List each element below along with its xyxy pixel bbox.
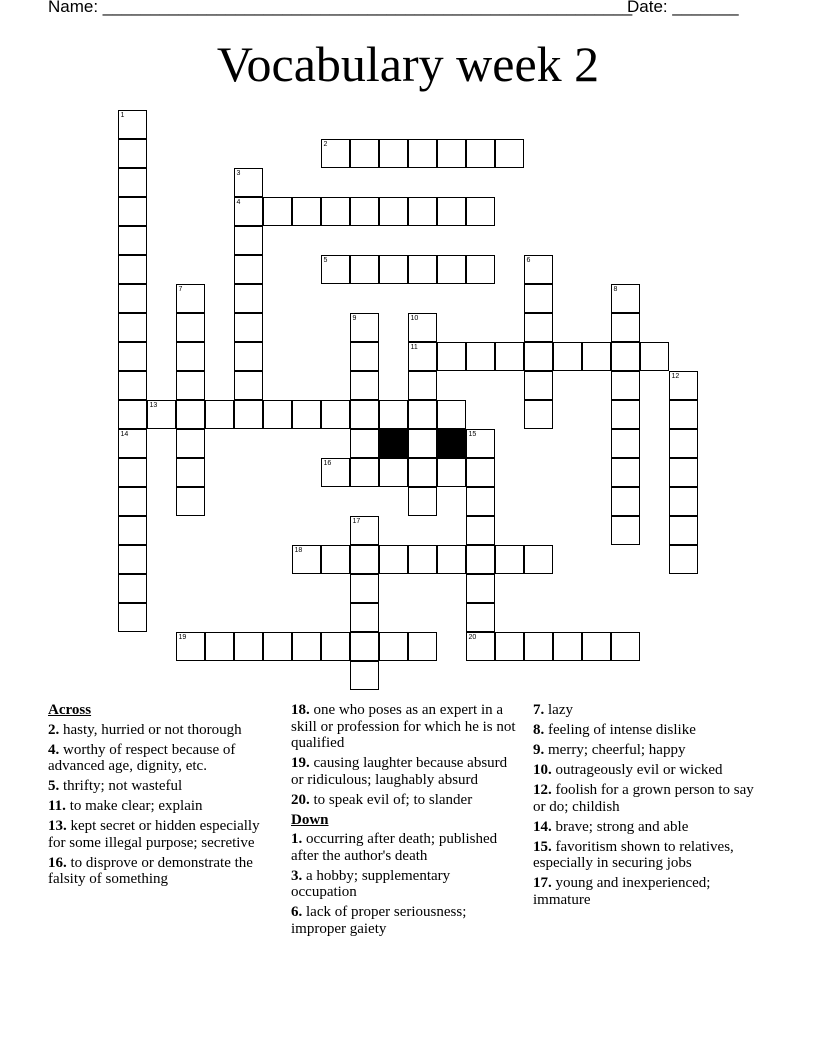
grid-cell[interactable] (176, 313, 205, 342)
clue-down-1: 1. occurring after death; published after the author's death (291, 831, 498, 864)
grid-cell[interactable] (379, 632, 408, 661)
grid-cell[interactable] (176, 429, 205, 458)
grid-cell[interactable] (350, 632, 379, 661)
clue-number: 20 (468, 633, 477, 641)
grid-cell[interactable] (350, 545, 379, 574)
grid-cell[interactable] (408, 313, 437, 342)
grid-cell[interactable] (408, 545, 437, 574)
grid-cell[interactable] (176, 632, 205, 661)
grid-cell[interactable] (669, 458, 698, 487)
grid-cell[interactable] (350, 574, 379, 603)
grid-cell[interactable] (669, 400, 698, 429)
grid-cell[interactable] (669, 545, 698, 574)
grid-cell[interactable] (611, 429, 640, 458)
grid-cell[interactable] (118, 516, 147, 545)
date-field[interactable]: Date: _______ (627, 0, 739, 16)
grid-cell[interactable] (466, 429, 495, 458)
grid-cell[interactable] (292, 400, 321, 429)
grid-cell[interactable] (408, 342, 437, 371)
grid-cell[interactable] (118, 603, 147, 632)
clue-number: 13 (149, 401, 158, 409)
clue-number: 9 (352, 314, 357, 322)
clue-number: 18 (294, 546, 303, 554)
grid-cell[interactable] (350, 255, 379, 284)
grid-cell[interactable] (437, 139, 466, 168)
clue-down-17: 17. young and inexperienced; immature (533, 875, 711, 908)
grid-cell[interactable] (118, 313, 147, 342)
grid-cell[interactable] (524, 400, 553, 429)
grid-cell[interactable] (350, 313, 379, 342)
grid-cell[interactable] (524, 342, 553, 371)
grid-cell[interactable] (176, 371, 205, 400)
grid-cell[interactable] (321, 255, 350, 284)
grid-cell[interactable] (466, 516, 495, 545)
grid-cell[interactable] (118, 226, 147, 255)
grid-cell[interactable] (466, 139, 495, 168)
clues-column-1 (48, 702, 270, 891)
grid-cell[interactable] (292, 197, 321, 226)
grid-cell[interactable] (292, 545, 321, 574)
clue-number: 15 (468, 430, 477, 438)
grid-cell[interactable] (582, 342, 611, 371)
grid-cell[interactable] (466, 545, 495, 574)
grid-cell[interactable] (205, 400, 234, 429)
grid-cell[interactable] (321, 139, 350, 168)
clue-across-18: 18. one who poses as an expert in a skill or profession for which he is not qualified (291, 702, 516, 751)
name-field[interactable]: Name: ________________________________________________________ (48, 0, 633, 16)
clue-down-9: 9. merry; cheerful; happy (533, 742, 686, 758)
grid-cell[interactable] (611, 342, 640, 371)
clue-number: 17 (352, 517, 361, 525)
grid-cell[interactable] (611, 487, 640, 516)
grid-cell[interactable] (350, 139, 379, 168)
clue-across-16: 16. to disprove or demonstrate the falsity of something (48, 854, 253, 887)
clue-across-20: 20. to speak evil of; to slander (291, 791, 473, 808)
grid-cell[interactable] (466, 342, 495, 371)
grid-cell[interactable] (234, 168, 263, 197)
clues-column-2 (291, 702, 517, 941)
grid-cell[interactable] (611, 458, 640, 487)
clue-number: 5 (323, 256, 328, 264)
grid-cell[interactable] (350, 342, 379, 371)
grid-cell[interactable] (176, 342, 205, 371)
grid-cell[interactable] (118, 545, 147, 574)
grid-cell[interactable] (292, 632, 321, 661)
grid-cell[interactable] (379, 139, 408, 168)
grid-cell[interactable] (466, 255, 495, 284)
grid-cell[interactable] (176, 458, 205, 487)
grid-cell[interactable] (379, 400, 408, 429)
grid-cell[interactable] (408, 429, 437, 458)
grid-cell[interactable] (321, 545, 350, 574)
grid-cell[interactable] (118, 284, 147, 313)
grid-cell[interactable] (350, 516, 379, 545)
grid-cell[interactable] (611, 632, 640, 661)
grid-cell[interactable] (263, 197, 292, 226)
grid-cell[interactable] (669, 429, 698, 458)
grid-cell[interactable] (176, 487, 205, 516)
clue-across-5: 5. thrifty; not wasteful (48, 778, 183, 794)
clue-down-14: 14. brave; strong and able (533, 818, 689, 835)
grid-cell[interactable] (524, 284, 553, 313)
grid-cell[interactable] (466, 574, 495, 603)
grid-cell[interactable] (495, 139, 524, 168)
grid-cell[interactable] (437, 197, 466, 226)
grid-cell[interactable] (669, 487, 698, 516)
clue-number: 14 (120, 430, 129, 438)
grid-cell[interactable] (611, 371, 640, 400)
clue-across-4: 4. worthy of respect because of advanced age, dignity, etc. (48, 741, 236, 774)
grid-cell[interactable] (524, 313, 553, 342)
grid-cell[interactable] (611, 284, 640, 313)
grid-cell[interactable] (118, 197, 147, 226)
grid-cell[interactable] (350, 400, 379, 429)
grid-cell[interactable] (611, 516, 640, 545)
grid-cell[interactable] (234, 284, 263, 313)
grid-cell[interactable] (350, 603, 379, 632)
grid-cell[interactable] (553, 632, 582, 661)
grid-cell[interactable] (118, 342, 147, 371)
grid-cell[interactable] (524, 632, 553, 661)
grid-cell[interactable] (118, 429, 147, 458)
grid-cell[interactable] (321, 458, 350, 487)
grid-cell[interactable] (379, 255, 408, 284)
clue-number: 11 (410, 343, 418, 351)
grid-cell[interactable] (321, 400, 350, 429)
grid-cell[interactable] (263, 400, 292, 429)
grid-cell[interactable] (118, 400, 147, 429)
grid-cell[interactable] (495, 545, 524, 574)
grid-cell[interactable] (321, 197, 350, 226)
clue-number: 6 (526, 256, 531, 264)
clue-number: 8 (613, 285, 618, 293)
grid-block (379, 429, 408, 458)
grid-cell[interactable] (350, 458, 379, 487)
grid-cell[interactable] (611, 400, 640, 429)
grid-cell[interactable] (118, 110, 147, 139)
grid-cell[interactable] (437, 400, 466, 429)
clue-down-12: 12. foolish for a grown person to say or do; childish (533, 782, 754, 815)
grid-cell[interactable] (234, 226, 263, 255)
grid-cell[interactable] (234, 632, 263, 661)
across-heading: Across (48, 702, 92, 718)
clue-number: 19 (178, 633, 187, 641)
grid-cell[interactable] (234, 255, 263, 284)
grid-cell[interactable] (118, 574, 147, 603)
grid-cell[interactable] (524, 545, 553, 574)
clue-number: 3 (236, 169, 241, 177)
clue-across-11: 11. to make clear; explain (48, 798, 203, 814)
grid-cell[interactable] (234, 313, 263, 342)
grid-cell[interactable] (234, 371, 263, 400)
grid-cell[interactable] (408, 371, 437, 400)
grid-cell[interactable] (466, 603, 495, 632)
grid-cell[interactable] (466, 197, 495, 226)
clue-down-15: 15. favoritism shown to relatives, especially in securing jobs (533, 838, 734, 871)
grid-cell[interactable] (495, 342, 524, 371)
grid-cell[interactable] (118, 139, 147, 168)
clue-number: 16 (323, 459, 332, 467)
clue-number: 7 (178, 285, 183, 293)
grid-cell[interactable] (350, 371, 379, 400)
clue-across-2: 2. hasty, hurried or not thorough (48, 721, 242, 738)
clue-down-3: 3. a hobby; supplementary occupation (291, 867, 451, 900)
grid-cell[interactable] (437, 342, 466, 371)
grid-block (437, 429, 466, 458)
grid-cell[interactable] (205, 632, 234, 661)
grid-cell[interactable] (379, 458, 408, 487)
grid-cell[interactable] (466, 632, 495, 661)
grid-cell[interactable] (408, 400, 437, 429)
clue-number: 4 (236, 198, 241, 206)
grid-cell[interactable] (611, 313, 640, 342)
grid-cell[interactable] (466, 458, 495, 487)
grid-cell[interactable] (234, 342, 263, 371)
clue-number: 1 (120, 111, 125, 119)
grid-cell[interactable] (234, 400, 263, 429)
clue-number: 10 (410, 314, 419, 322)
grid-cell[interactable] (669, 516, 698, 545)
clue-across-19: 19. causing laughter because absurd or ridiculous; laughably absurd (291, 755, 508, 788)
grid-cell[interactable] (350, 197, 379, 226)
down-heading: Down (291, 811, 329, 828)
clue-down-10: 10. outrageously evil or wicked (533, 762, 723, 778)
grid-cell[interactable] (408, 255, 437, 284)
grid-cell[interactable] (118, 255, 147, 284)
grid-cell[interactable] (669, 371, 698, 400)
grid-cell[interactable] (640, 342, 669, 371)
page-title: Vocabulary week 2 (216, 36, 600, 92)
grid-cell[interactable] (524, 255, 553, 284)
clues-column-3 (533, 702, 761, 912)
grid-cell[interactable] (263, 632, 292, 661)
grid-cell[interactable] (524, 371, 553, 400)
grid-cell[interactable] (408, 632, 437, 661)
grid-cell[interactable] (379, 197, 408, 226)
grid-cell[interactable] (466, 487, 495, 516)
grid-cell[interactable] (582, 632, 611, 661)
grid-cell[interactable] (437, 255, 466, 284)
grid-cell[interactable] (408, 197, 437, 226)
grid-cell[interactable] (379, 545, 408, 574)
grid-cell[interactable] (495, 632, 524, 661)
grid-cell[interactable] (350, 661, 379, 690)
clue-across-13: 13. kept secret or hidden especially for some illegal purpose; secretive (48, 818, 260, 851)
grid-cell[interactable] (118, 371, 147, 400)
clue-number: 12 (671, 372, 680, 380)
grid-cell[interactable] (408, 458, 437, 487)
grid-cell[interactable] (408, 487, 437, 516)
grid-cell[interactable] (234, 197, 263, 226)
clue-down-6: 6. lack of proper seriousness; improper gaiety (291, 904, 467, 937)
grid-cell[interactable] (176, 284, 205, 313)
grid-cell[interactable] (147, 400, 176, 429)
grid-cell[interactable] (118, 168, 147, 197)
grid-cell[interactable] (437, 545, 466, 574)
clue-down-8: 8. feeling of intense dislike (533, 722, 696, 738)
grid-cell[interactable] (437, 458, 466, 487)
clue-number: 2 (323, 140, 328, 148)
grid-cell[interactable] (350, 429, 379, 458)
grid-cell[interactable] (553, 342, 582, 371)
grid-cell[interactable] (408, 139, 437, 168)
clue-down-7: 7. lazy (533, 702, 573, 718)
grid-cell[interactable] (321, 632, 350, 661)
grid-cell[interactable] (118, 458, 147, 487)
grid-cell[interactable] (118, 487, 147, 516)
grid-cell[interactable] (176, 400, 205, 429)
